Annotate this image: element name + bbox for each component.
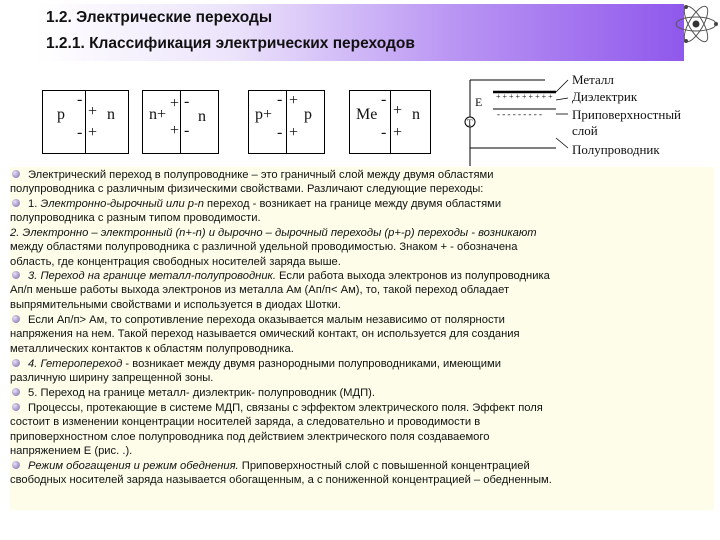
charge-sign: - xyxy=(381,124,387,141)
sphere-bullet-icon xyxy=(12,170,20,178)
text-line: Если Ап/п> Ам, то сопротивление перехода оказывается малым независимо от полярности xyxy=(28,314,505,326)
paragraph-ohmic xyxy=(10,313,714,356)
charge-sign: - xyxy=(277,91,283,108)
paragraph-metal-semiconductor xyxy=(10,269,714,312)
label-layer: слой xyxy=(572,123,598,138)
atom-icon xyxy=(672,0,720,48)
text-line: различную ширину запрещенной зоны. xyxy=(10,372,214,385)
charge-row: - - - - - - - - - xyxy=(497,109,542,119)
label-surface-layer: Приповерхностный xyxy=(572,107,682,122)
sphere-bullet-icon xyxy=(12,403,20,411)
charge-sign: - xyxy=(381,91,387,108)
junction-left-label: Me xyxy=(356,106,378,123)
text-line: Электрический переход в полупроводнике – это граничный слой между двумя областями xyxy=(28,169,494,181)
paragraph-definition xyxy=(10,168,714,197)
text-fragment: Если работа выхода электронов из полупроводника xyxy=(275,270,550,282)
text-line: полупроводника с различным физическими свойствами. Различают следующие переходы: xyxy=(10,183,484,196)
paragraph-nn-pp xyxy=(10,226,714,269)
text-fragment: Режим обогащения и режим обеднения. xyxy=(28,460,239,472)
text-line: выпрямительными свойствами и используется в диодах Шотки. xyxy=(10,298,341,311)
paragraph-pn xyxy=(10,197,714,226)
page-subtitle: 1.2.1. Классификация электрических переходов xyxy=(46,35,415,52)
text-fragment: 1. xyxy=(28,198,41,210)
charge-sign: + xyxy=(393,102,403,119)
sphere-bullet-icon xyxy=(12,271,20,279)
text-line: полупроводника с разным типом проводимости. xyxy=(10,212,261,225)
paragraph-field-effect xyxy=(10,401,714,459)
junction-left-label: n+ xyxy=(149,106,167,123)
text-line: напряжения на нем. Такой переход называется омический контакт, он используется для создания xyxy=(10,328,520,341)
text-line: состоит в изменении концентрации носителей заряда, а следовательно и проводимости в xyxy=(10,416,481,429)
sphere-bullet-icon xyxy=(12,199,20,207)
charge-row: + + + + + + + + + xyxy=(496,92,553,101)
text-fragment: - возникает между двумя разнородными полупроводниками, имеющими xyxy=(122,358,501,370)
charge-sign: - xyxy=(184,93,190,110)
title-bar xyxy=(36,4,684,61)
sphere-bullet-icon xyxy=(12,461,20,469)
text-line: область, где концентрация свободных носителей заряда выше. xyxy=(10,255,341,268)
charge-sign: + xyxy=(289,92,299,109)
field-label: E xyxy=(475,95,483,109)
text-fragment: 3. Переход на границе металл-полупроводник. xyxy=(28,270,276,282)
text-line: напряжением E (рис. .). xyxy=(10,445,133,458)
charge-sign: + xyxy=(170,95,180,112)
label-dielectric: Диэлектрик xyxy=(572,89,638,104)
text-line: 5. Переход на границе металл- диэлектрик- полупроводник (МДП). xyxy=(28,387,375,399)
junction-left-label: p+ xyxy=(255,106,273,123)
page-title: 1.2. Электрические переходы xyxy=(46,9,273,26)
text-fragment: 4. Гетеропереход xyxy=(28,358,123,370)
junction-right-label: n xyxy=(198,108,206,125)
mdp-structure-diagram xyxy=(0,62,720,167)
text-line: приповерхностном слое полупроводника под действием электрического поля создаваемого xyxy=(10,430,490,443)
content-panel xyxy=(10,167,714,510)
paragraph-modes xyxy=(10,459,714,488)
label-semiconductor: Полупроводник xyxy=(572,142,660,157)
paragraph-heterojunction xyxy=(10,357,714,386)
charge-sign: - xyxy=(77,91,83,108)
junction-right-label: n xyxy=(107,106,115,123)
text-fragment: переход - возникает на границе между двумя областями xyxy=(203,198,502,210)
charge-sign: - xyxy=(184,122,190,139)
text-line: Процессы, протекающие в системе МДП, связаны с эффектом электрического поля. Эффект поля xyxy=(28,402,543,414)
paragraph-mdp xyxy=(10,386,714,400)
text-fragment: Приповерхностный слой с повышенной концентрацией xyxy=(238,460,530,472)
junction-diagrams xyxy=(0,62,720,167)
text-line: Ап/п меньше работы выхода электронов из металла Ам (Ап/п< Ам), то, такой переход обладает xyxy=(10,284,510,297)
charge-sign: - xyxy=(277,124,283,141)
sphere-bullet-icon xyxy=(12,388,20,396)
text-line: между областями полупроводника с различной удельной проводимостью. Знаком + - обозначена xyxy=(10,241,518,254)
charge-sign: + xyxy=(88,124,98,141)
junction-right-label: n xyxy=(412,106,420,123)
text-line: 2. Электронно – электронный (n+-n) и дырочно – дырочный переходы (p+-p) переходы - возникают xyxy=(10,227,537,239)
charge-sign: + xyxy=(289,124,299,141)
charge-sign: + xyxy=(88,103,98,120)
junction-left-label: p xyxy=(57,106,65,123)
charge-sign: + xyxy=(170,122,180,139)
charge-sign: - xyxy=(77,124,83,141)
charge-sign: + xyxy=(393,124,403,141)
svg-text:T: T xyxy=(467,118,473,128)
text-line: свободных носителей заряда называется обогащенным, а с пониженной концентрацией – обедненным. xyxy=(10,474,552,487)
text-line: металлических контактов к областям полупроводника. xyxy=(10,342,294,355)
junction-right-label: p xyxy=(304,106,312,123)
sphere-bullet-icon xyxy=(12,359,20,367)
text-fragment: Электронно-дырочный или p-n xyxy=(40,198,204,210)
label-metal: Металл xyxy=(572,72,614,87)
sphere-bullet-icon xyxy=(12,315,20,323)
